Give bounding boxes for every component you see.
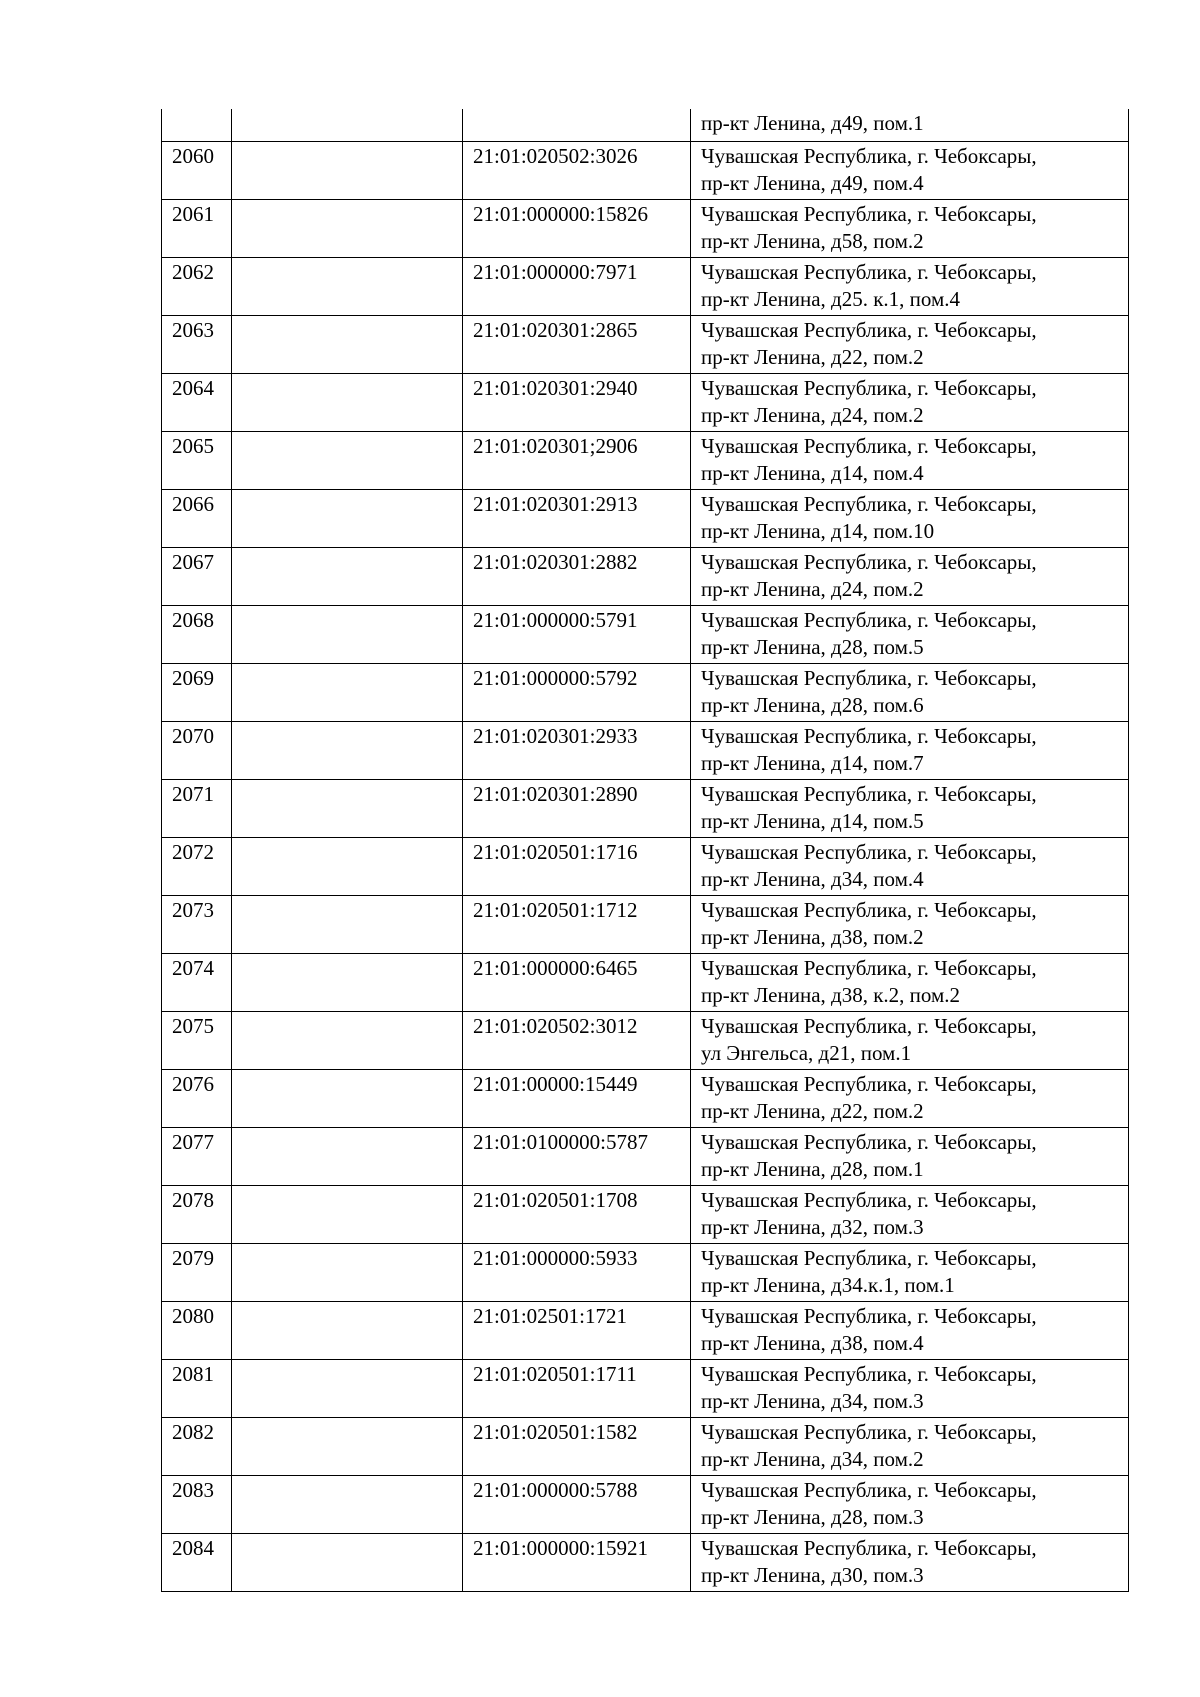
address-cell <box>691 109 1129 141</box>
address-line-1: Чувашская Республика, г. Чебоксары, <box>701 665 1037 690</box>
address-line-1: Чувашская Республика, г. Чебоксары, <box>701 317 1037 342</box>
table-row <box>162 431 1129 489</box>
row-number-cell: 2081 <box>162 1359 232 1417</box>
row-number-cell: 2075 <box>162 1011 232 1069</box>
object-name-cell <box>232 779 463 837</box>
address-line-1: Чувашская Республика, г. Чебоксары, <box>701 491 1037 516</box>
table-row <box>162 547 1129 605</box>
address-line-1: Чувашская Республика, г. Чебоксары, <box>701 433 1037 458</box>
cadastral-number-cell: 21:01:020501:1711 <box>463 1359 691 1417</box>
row-number-cell: 2078 <box>162 1185 232 1243</box>
table-row <box>162 1243 1129 1301</box>
cadastral-number-cell: 21:01:020502:3012 <box>463 1011 691 1069</box>
object-name-cell <box>232 953 463 1011</box>
row-number-cell: 2065 <box>162 431 232 489</box>
row-number-cell: 2082 <box>162 1417 232 1475</box>
row-number-cell: 2084 <box>162 1533 232 1591</box>
address-cell <box>691 431 1129 489</box>
address-cell <box>691 1185 1129 1243</box>
address-line-1: Чувашская Республика, г. Чебоксары, <box>701 259 1037 284</box>
object-name-cell <box>232 1069 463 1127</box>
address-cell <box>691 373 1129 431</box>
address-line-1: Чувашская Республика, г. Чебоксары, <box>701 955 1037 980</box>
cadastral-number-cell: 21:01:00000:15449 <box>463 1069 691 1127</box>
address-line-2: пр-кт Ленина, д28, пом.5 <box>701 634 924 659</box>
object-name-cell <box>232 605 463 663</box>
object-name-cell <box>232 721 463 779</box>
cadastral-number-cell: 21:01:000000:15826 <box>463 199 691 257</box>
address-line-2: пр-кт Ленина, д34, пом.4 <box>701 866 924 891</box>
address-line-2: пр-кт Ленина, д34, пом.2 <box>701 1446 924 1471</box>
row-number-cell: 2071 <box>162 779 232 837</box>
cadastral-number-cell: 21:01:0100000:5787 <box>463 1127 691 1185</box>
address-line-1: Чувашская Республика, г. Чебоксары, <box>701 1245 1037 1270</box>
address-line-2: пр-кт Ленина, д49, пом.1 <box>701 111 924 135</box>
cadastral-number-cell: 21:01:02501:1721 <box>463 1301 691 1359</box>
table-row <box>162 315 1129 373</box>
address-line-2: пр-кт Ленина, д14, пом.10 <box>701 518 935 543</box>
row-number-cell: 2070 <box>162 721 232 779</box>
address-line-1: Чувашская Республика, г. Чебоксары, <box>701 1535 1037 1560</box>
table-row <box>162 199 1129 257</box>
object-name-cell <box>232 837 463 895</box>
object-name-cell <box>232 1417 463 1475</box>
cadastral-number-cell: 21:01:020501:1708 <box>463 1185 691 1243</box>
address-line-1: Чувашская Республика, г. Чебоксары, <box>701 1071 1037 1096</box>
object-name-cell <box>232 315 463 373</box>
table-row <box>162 837 1129 895</box>
row-number-cell: 2064 <box>162 373 232 431</box>
row-number-cell: 2068 <box>162 605 232 663</box>
row-number-cell: 2079 <box>162 1243 232 1301</box>
cadastral-number-cell: 21:01:000000:7971 <box>463 257 691 315</box>
address-cell <box>691 1069 1129 1127</box>
cadastral-number-cell: 21:01:020501:1712 <box>463 895 691 953</box>
address-line-2: пр-кт Ленина, д32, пом.3 <box>701 1214 924 1239</box>
address-cell <box>691 1243 1129 1301</box>
address-cell <box>691 1359 1129 1417</box>
address-line-2: ул Энгельса, д21, пом.1 <box>701 1040 912 1065</box>
address-line-1: Чувашская Республика, г. Чебоксары, <box>701 781 1037 806</box>
row-number-cell: 2074 <box>162 953 232 1011</box>
object-name-cell <box>232 1185 463 1243</box>
table-row <box>162 1011 1129 1069</box>
cadastral-number-cell: 21:01:000000:5788 <box>463 1475 691 1533</box>
row-number-cell: 2066 <box>162 489 232 547</box>
address-cell <box>691 1475 1129 1533</box>
row-number-cell: 2067 <box>162 547 232 605</box>
address-line-1: Чувашская Республика, г. Чебоксары, <box>701 1187 1037 1212</box>
cadastral-number-cell: 21:01:020301;2906 <box>463 431 691 489</box>
address-line-2: пр-кт Ленина, д22, пом.2 <box>701 344 924 369</box>
object-name-cell <box>232 1359 463 1417</box>
table-row <box>162 953 1129 1011</box>
address-line-1: Чувашская Республика, г. Чебоксары, <box>701 201 1037 226</box>
address-line-2: пр-кт Ленина, д24, пом.2 <box>701 576 924 601</box>
object-name-cell <box>232 1011 463 1069</box>
address-cell <box>691 257 1129 315</box>
address-cell <box>691 895 1129 953</box>
row-number-cell: 2069 <box>162 663 232 721</box>
address-line-1: Чувашская Республика, г. Чебоксары, <box>701 723 1037 748</box>
address-line-2: пр-кт Ленина, д58, пом.2 <box>701 228 924 253</box>
address-cell <box>691 1417 1129 1475</box>
cadastral-number-cell: 21:01:020501:1716 <box>463 837 691 895</box>
address-cell <box>691 1011 1129 1069</box>
object-name-cell <box>232 1301 463 1359</box>
address-line-2: пр-кт Ленина, д14, пом.7 <box>701 750 924 775</box>
row-number-cell: 2083 <box>162 1475 232 1533</box>
table-row <box>162 257 1129 315</box>
row-number-cell: 2062 <box>162 257 232 315</box>
address-cell <box>691 953 1129 1011</box>
object-name-cell <box>232 547 463 605</box>
cadastral-number-cell: 21:01:020301:2940 <box>463 373 691 431</box>
address-cell <box>691 779 1129 837</box>
property-registry-table <box>161 109 1129 1592</box>
object-name-cell <box>232 109 463 141</box>
object-name-cell <box>232 895 463 953</box>
address-line-2: пр-кт Ленина, д14, пом.5 <box>701 808 924 833</box>
address-line-2: пр-кт Ленина, д38, к.2, пом.2 <box>701 982 961 1007</box>
cadastral-number-cell: 21:01:020301:2933 <box>463 721 691 779</box>
object-name-cell <box>232 373 463 431</box>
row-number-cell: 2077 <box>162 1127 232 1185</box>
cadastral-number-cell: 21:01:020301:2882 <box>463 547 691 605</box>
table-row <box>162 1417 1129 1475</box>
address-cell <box>691 721 1129 779</box>
table-row <box>162 605 1129 663</box>
address-line-2: пр-кт Ленина, д22, пом.2 <box>701 1098 924 1123</box>
cadastral-number-cell: 21:01:000000:5933 <box>463 1243 691 1301</box>
table-row <box>162 1475 1129 1533</box>
address-cell <box>691 605 1129 663</box>
address-cell <box>691 837 1129 895</box>
object-name-cell <box>232 1243 463 1301</box>
address-line-1: Чувашская Республика, г. Чебоксары, <box>701 839 1037 864</box>
cadastral-number-cell: 21:01:020502:3026 <box>463 141 691 199</box>
row-number-cell: 2061 <box>162 199 232 257</box>
row-number-cell: 2063 <box>162 315 232 373</box>
cadastral-number-cell: 21:01:000000:15921 <box>463 1533 691 1591</box>
row-number-cell: 2080 <box>162 1301 232 1359</box>
address-line-2: пр-кт Ленина, д25. к.1, пом.4 <box>701 286 961 311</box>
table-row <box>162 489 1129 547</box>
table-row <box>162 1533 1129 1591</box>
table-row <box>162 895 1129 953</box>
address-line-1: Чувашская Республика, г. Чебоксары, <box>701 1419 1037 1444</box>
address-cell <box>691 199 1129 257</box>
address-line-2: пр-кт Ленина, д34.к.1, пом.1 <box>701 1272 955 1297</box>
table-row <box>162 1185 1129 1243</box>
address-line-1: Чувашская Республика, г. Чебоксары, <box>701 1477 1037 1502</box>
table-row <box>162 141 1129 199</box>
cadastral-number-cell: 21:01:020301:2913 <box>463 489 691 547</box>
table-row <box>162 1069 1129 1127</box>
cadastral-number-cell: 21:01:000000:6465 <box>463 953 691 1011</box>
row-number-cell <box>162 109 232 141</box>
object-name-cell <box>232 1475 463 1533</box>
address-line-1: Чувашская Республика, г. Чебоксары, <box>701 1013 1037 1038</box>
object-name-cell <box>232 489 463 547</box>
row-number-cell: 2060 <box>162 141 232 199</box>
address-cell <box>691 1301 1129 1359</box>
table-row <box>162 1301 1129 1359</box>
object-name-cell <box>232 199 463 257</box>
address-line-1: Чувашская Республика, г. Чебоксары, <box>701 1361 1037 1386</box>
address-line-1: Чувашская Республика, г. Чебоксары, <box>701 1303 1037 1328</box>
cadastral-number-cell: 21:01:020301:2865 <box>463 315 691 373</box>
address-line-2: пр-кт Ленина, д34, пом.3 <box>701 1388 924 1413</box>
address-cell <box>691 315 1129 373</box>
table-row <box>162 373 1129 431</box>
registry-body <box>162 109 1129 1591</box>
object-name-cell <box>232 141 463 199</box>
address-line-2: пр-кт Ленина, д38, пом.2 <box>701 924 924 949</box>
address-line-2: пр-кт Ленина, д38, пом.4 <box>701 1330 924 1355</box>
table-row <box>162 779 1129 837</box>
address-line-2: пр-кт Ленина, д14, пом.4 <box>701 460 924 485</box>
address-cell <box>691 1127 1129 1185</box>
cadastral-number-cell: 21:01:000000:5792 <box>463 663 691 721</box>
address-line-2: пр-кт Ленина, д49, пом.4 <box>701 170 924 195</box>
address-line-1: Чувашская Республика, г. Чебоксары, <box>701 143 1037 168</box>
table-row-continued <box>162 109 1129 141</box>
address-cell <box>691 141 1129 199</box>
row-number-cell: 2076 <box>162 1069 232 1127</box>
address-cell <box>691 489 1129 547</box>
object-name-cell <box>232 1127 463 1185</box>
cadastral-number-cell: 21:01:020501:1582 <box>463 1417 691 1475</box>
address-line-1: Чувашская Республика, г. Чебоксары, <box>701 607 1037 632</box>
row-number-cell: 2072 <box>162 837 232 895</box>
object-name-cell <box>232 431 463 489</box>
address-line-1: Чувашская Республика, г. Чебоксары, <box>701 549 1037 574</box>
address-line-2: пр-кт Ленина, д28, пом.3 <box>701 1504 924 1529</box>
address-cell <box>691 547 1129 605</box>
object-name-cell <box>232 1533 463 1591</box>
object-name-cell <box>232 663 463 721</box>
address-line-2: пр-кт Ленина, д28, пом.1 <box>701 1156 924 1181</box>
address-line-1: Чувашская Республика, г. Чебоксары, <box>701 375 1037 400</box>
cadastral-number-cell: 21:01:020301:2890 <box>463 779 691 837</box>
table-row <box>162 663 1129 721</box>
address-line-1: Чувашская Республика, г. Чебоксары, <box>701 1129 1037 1154</box>
row-number-cell: 2073 <box>162 895 232 953</box>
address-cell <box>691 1533 1129 1591</box>
address-cell <box>691 663 1129 721</box>
address-line-2: пр-кт Ленина, д30, пом.3 <box>701 1562 924 1587</box>
table-row <box>162 1127 1129 1185</box>
address-line-2: пр-кт Ленина, д24, пом.2 <box>701 402 924 427</box>
table-row <box>162 1359 1129 1417</box>
address-line-1: Чувашская Республика, г. Чебоксары, <box>701 897 1037 922</box>
table-row <box>162 721 1129 779</box>
object-name-cell <box>232 257 463 315</box>
cadastral-number-cell <box>463 109 691 141</box>
cadastral-number-cell: 21:01:000000:5791 <box>463 605 691 663</box>
address-line-2: пр-кт Ленина, д28, пом.6 <box>701 692 924 717</box>
